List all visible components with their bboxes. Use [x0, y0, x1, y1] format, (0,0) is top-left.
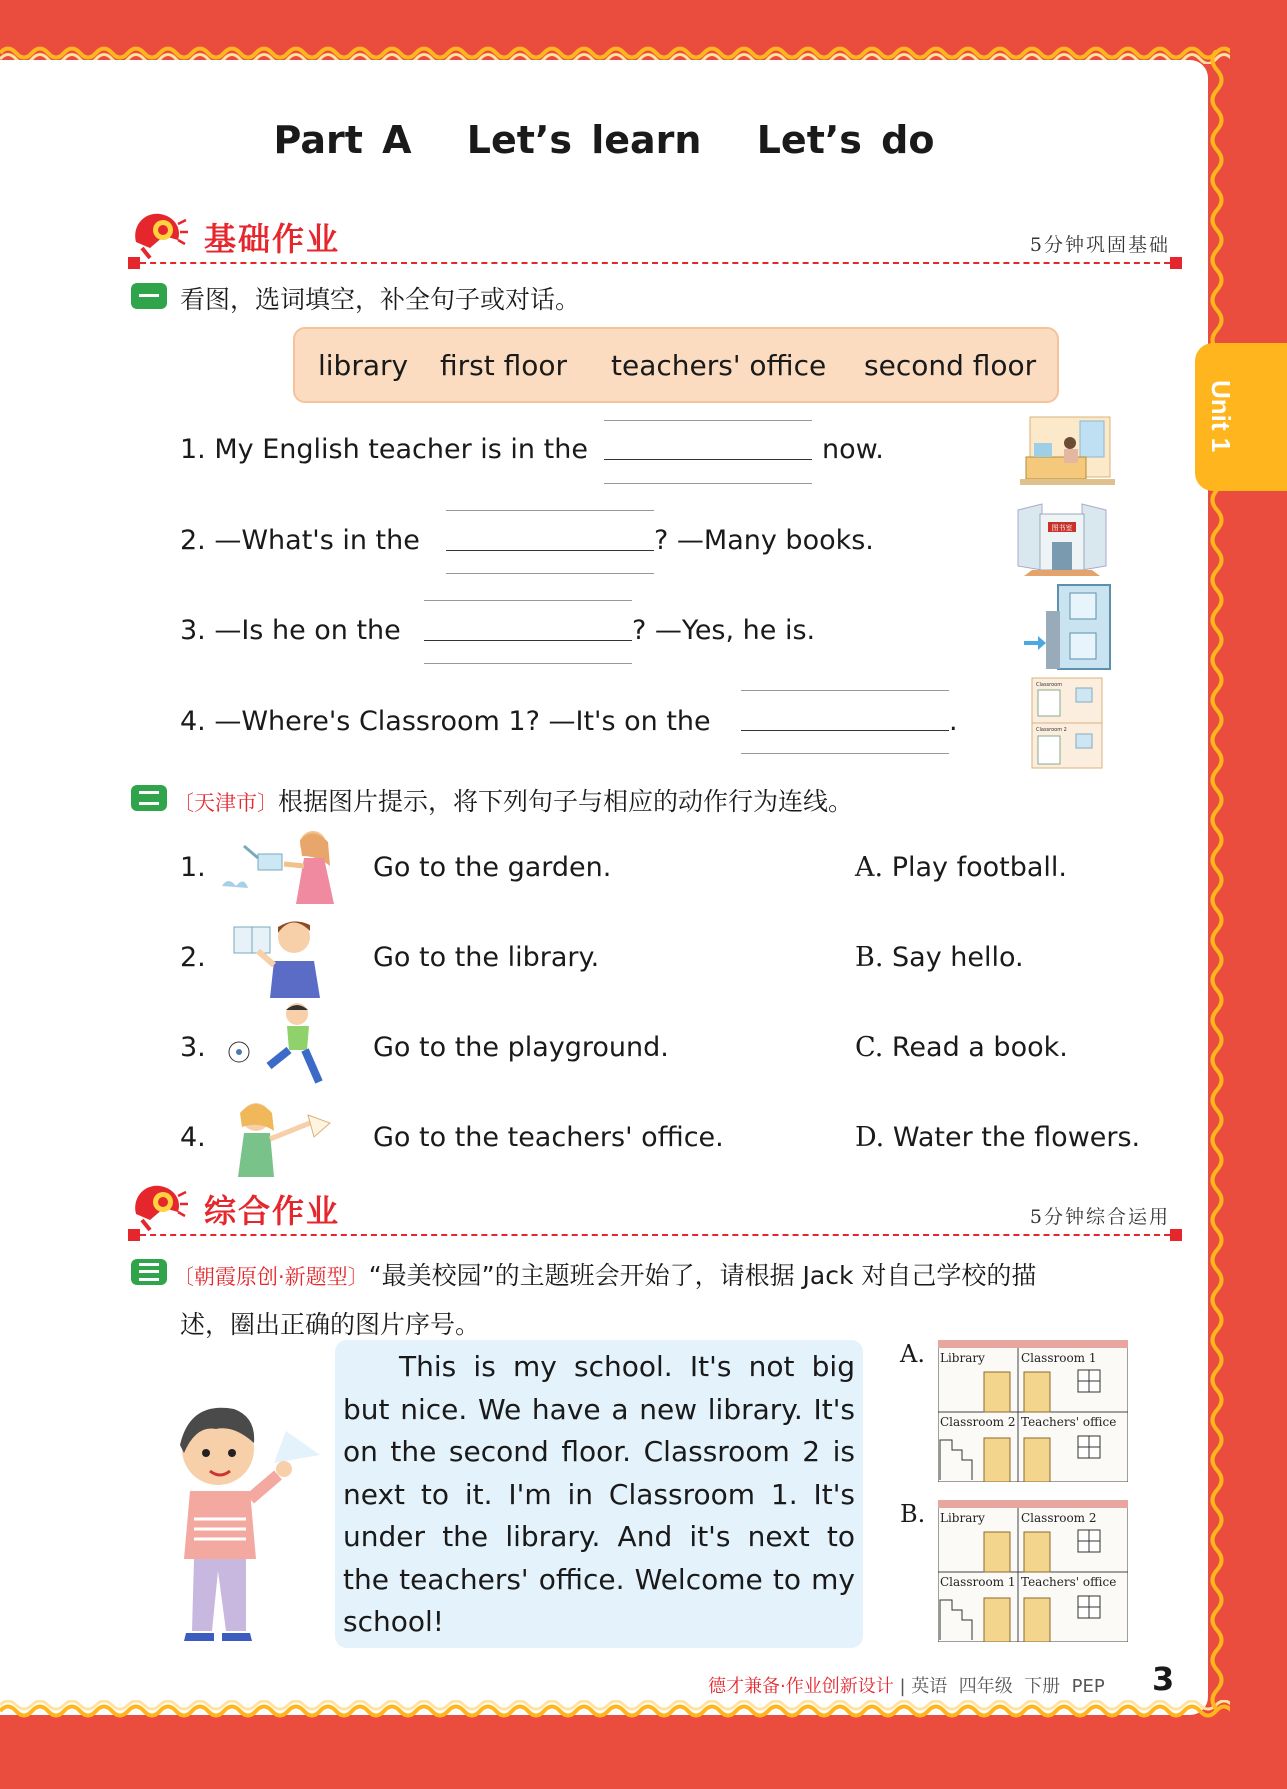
passage-text: This is my school. It's not big but nice. We have a new library. It's on the second floor. Classroom 2 is next to it. I'm in Classroom 1. It's under the library. And it's next to the teachers' office. Welcome to my school!: [343, 1350, 855, 1638]
q2-right-A-letter: A.: [855, 852, 884, 883]
footer-volume: 下册: [1024, 1676, 1061, 1697]
megaphone-icon: [130, 208, 188, 260]
answer-blank-1[interactable]: [604, 441, 812, 460]
word-bank-item: library: [318, 349, 409, 382]
question-number-badge-1: [131, 283, 167, 309]
q2-right-B-text: Say hello.: [892, 942, 1024, 973]
q2-right-C-letter: C.: [855, 1032, 884, 1063]
option-b-building[interactable]: [938, 1500, 1128, 1642]
divider-end-marker: [1170, 257, 1182, 269]
q3-instruction-1: “最美校园”的主题班会开始了，请根据 Jack 对自己学校的描: [368, 1261, 1037, 1290]
option-a-letter[interactable]: A.: [900, 1340, 925, 1368]
option-b-bottom-right-label: Teachers' office: [1021, 1575, 1117, 1589]
q2-right-A: [855, 852, 1067, 883]
q2-row-4-number: 4.: [180, 1122, 206, 1153]
girl-saying-hello-picture: [230, 1097, 335, 1177]
word-bank-item: teachers' office: [611, 349, 827, 382]
option-b-bottom-left-label: Classroom 1: [940, 1575, 1016, 1589]
writing-guide-line: [741, 690, 949, 691]
q1-item-4-after: .: [949, 706, 958, 737]
q3-instruction-line-2: 述，圈出正确的图片序号。: [180, 1310, 481, 1339]
q2-right-D-letter: D.: [855, 1122, 885, 1153]
svg-text:图书室: 图书室: [1051, 524, 1073, 532]
q2-left-2: Go to the library.: [373, 942, 600, 973]
q2-row-3-number: 3.: [180, 1032, 206, 1063]
option-a-top-left-label: Library: [940, 1351, 985, 1365]
q1-item-2-after: ? —Many books.: [654, 525, 874, 556]
option-a-building[interactable]: [938, 1340, 1128, 1482]
svg-text:Classroom: Classroom: [1036, 682, 1063, 688]
answer-blank-2[interactable]: [446, 532, 654, 551]
q2-right-C: [855, 1032, 1068, 1063]
question-number-badge-3: [131, 1259, 167, 1285]
jack-boy-character: [160, 1395, 330, 1645]
q2-row-1-number: 1.: [180, 852, 206, 883]
q2-source-tag: 〔天津市〕: [173, 791, 278, 815]
option-a-bottom-left-label: Classroom 2: [940, 1415, 1016, 1429]
answer-blank-4[interactable]: [741, 712, 949, 731]
section-comprehensive-title: 综合作业: [204, 1192, 341, 1230]
two-floor-building-arrow-picture: [1020, 583, 1115, 671]
q1-item-1-text: 1. My English teacher is in the: [180, 434, 588, 465]
q2-right-C-text: Read a book.: [891, 1032, 1068, 1063]
girl-watering-flowers-picture: [218, 826, 343, 906]
title-lets-learn: Let’s learn: [466, 118, 702, 162]
writing-guide-line: [424, 663, 632, 664]
q2-instruction-line: [173, 782, 853, 818]
writing-guide-line: [424, 600, 632, 601]
q2-right-D: [855, 1122, 1140, 1153]
section-divider: [130, 262, 1170, 264]
divider-end-marker: [1170, 1229, 1182, 1241]
footer-grade: 四年级: [958, 1676, 1013, 1697]
page-number: 3: [1152, 1660, 1175, 1698]
section-comprehensive-subtitle: 5分钟综合运用: [1029, 1206, 1170, 1228]
divider-end-marker: [128, 1229, 140, 1241]
megaphone-icon: [130, 1180, 188, 1232]
title-lets-do: Let’s do: [756, 118, 935, 162]
teachers-office-picture: [1020, 415, 1115, 490]
section-basic-header: [130, 208, 1170, 268]
option-b-letter[interactable]: B.: [900, 1500, 926, 1528]
word-bank-item: first floor: [440, 349, 568, 382]
classroom-floors-picture: [1030, 676, 1105, 771]
q1-item-4-text: 4. —Where's Classroom 1? —It's on the: [180, 706, 711, 737]
q1-item-3-text: 3. —Is he on the: [180, 615, 401, 646]
q2-right-A-text: Play football.: [891, 852, 1067, 883]
q3-instruction-line-1: [173, 1256, 1036, 1292]
title-part: Part A: [273, 118, 412, 162]
footer-edition: PEP: [1071, 1676, 1105, 1697]
q2-right-B: [855, 942, 1024, 973]
answer-blank-3[interactable]: [424, 622, 632, 641]
option-a-top-right-label: Classroom 1: [1021, 1351, 1097, 1365]
right-wavy-border: [1205, 50, 1229, 1715]
section-basic-subtitle: 5分钟巩固基础: [1029, 234, 1170, 256]
jack-description-passage: [335, 1340, 863, 1648]
option-b-top-right-label: Classroom 2: [1021, 1511, 1097, 1525]
unit-tab-label: Unit 1: [1206, 380, 1236, 453]
writing-guide-line: [604, 420, 812, 421]
q2-left-1: Go to the garden.: [373, 852, 612, 883]
q2-instruction: 根据图片提示，将下列句子与相应的动作行为连线。: [278, 787, 854, 816]
question-number-badge-2: [131, 785, 167, 811]
section-basic-title: 基础作业: [204, 220, 341, 258]
q1-instruction: 看图，选词填空，补全句子或对话。: [180, 285, 581, 314]
q2-row-2-number: 2.: [180, 942, 206, 973]
page-footer: 德才兼备·作业创新设计 | 英语 四年级 下册 PEP: [708, 1676, 1105, 1697]
bottom-wavy-border: [0, 1700, 1230, 1722]
page-title: [0, 118, 1208, 162]
section-divider: [130, 1234, 1170, 1236]
boy-playing-football-picture: [225, 1000, 335, 1090]
svg-text:Classroom 2: Classroom 2: [1036, 727, 1067, 733]
section-comprehensive-header: [130, 1180, 1170, 1240]
q1-item-1-after: now.: [822, 434, 884, 465]
writing-guide-line: [446, 510, 654, 511]
writing-guide-line: [446, 573, 654, 574]
boy-reading-book-picture: [230, 913, 330, 998]
divider-end-marker: [128, 257, 140, 269]
q2-right-B-letter: B.: [855, 942, 884, 973]
footer-subject: 英语: [911, 1676, 948, 1697]
library-building-picture: [1012, 500, 1112, 578]
word-bank: [293, 327, 1059, 403]
writing-guide-line: [604, 483, 812, 484]
word-bank-item: second floor: [864, 349, 1037, 382]
option-a-bottom-right-label: Teachers' office: [1021, 1415, 1117, 1429]
q2-left-4: Go to the teachers' office.: [373, 1122, 724, 1153]
q1-item-3-after: ? —Yes, he is.: [632, 615, 816, 646]
q2-left-3: Go to the playground.: [373, 1032, 669, 1063]
q1-item-2-text: 2. —What's in the: [180, 525, 420, 556]
footer-series: 德才兼备·作业创新设计: [708, 1676, 894, 1697]
q3-source-tag: 〔朝霞原创·新题型〕: [173, 1265, 369, 1289]
writing-guide-line: [741, 753, 949, 754]
option-b-top-left-label: Library: [940, 1511, 985, 1525]
q2-right-D-text: Water the flowers.: [892, 1122, 1141, 1153]
